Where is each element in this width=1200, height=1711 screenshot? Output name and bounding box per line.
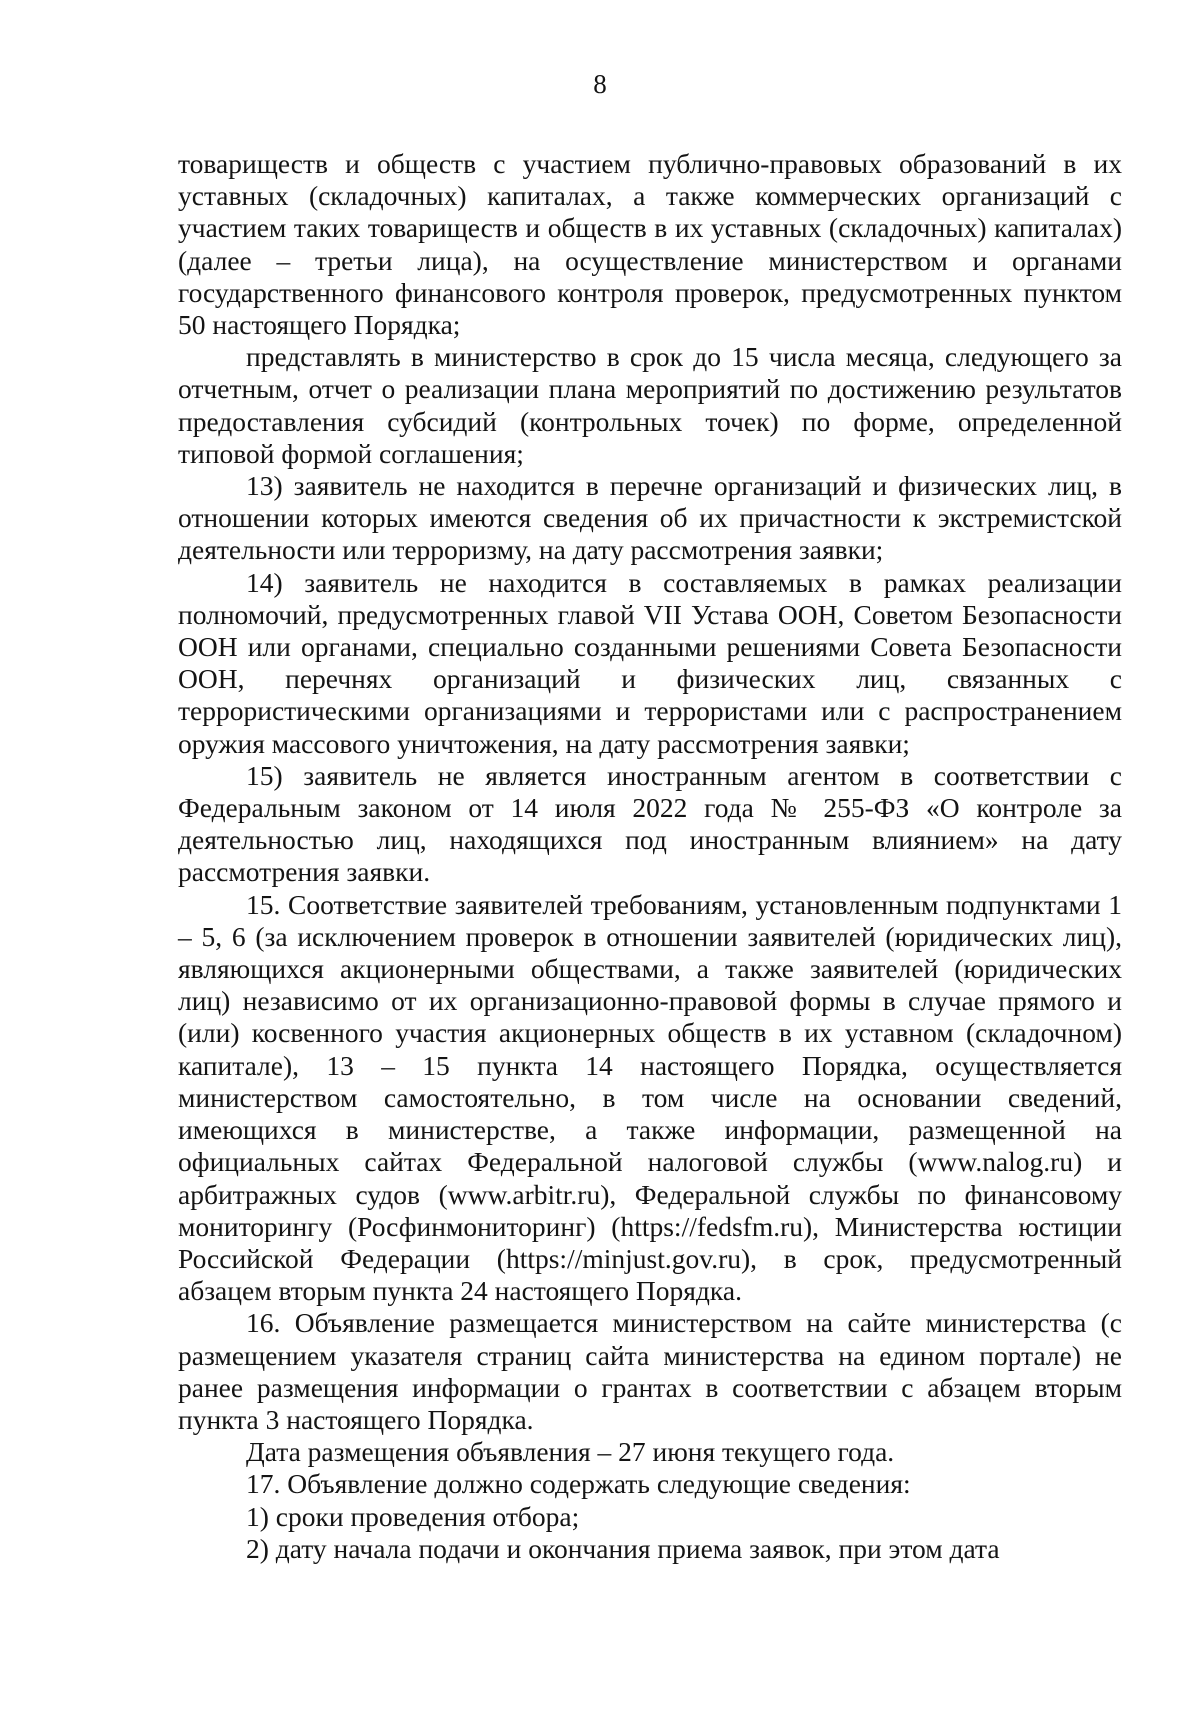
page-number: 8: [593, 69, 607, 99]
paragraph-section-15: 15. Соответствие заявителей требованиям, установленным подпунктами 1 – 5, 6 (за исключением проверок в отношении заявителей (юридических лиц), являющихся акционерными обществами, а также заявителей (юридических лиц) независимо от их организационно-правовой формы в случае прямого и (или) косвенного участия акционерных обществ в их уставном (складочном) капитале), 13 – 15 пункта 14 настоящего Порядка, осуществляется министерством самостоятельно, в том числе на основании сведений, имеющихся в министерстве, а также информации, размещенной на официальных сайтах Федеральной налоговой службы (www.nalog.ru) и арбитражных судов (www.arbitr.ru), Федеральной службы по финансовому мониторингу (Росфинмониторинг) (https://fedsfm.ru), Министерства юстиции Российской Федерации (https://minjust.gov.ru), в срок, предусмотренный абзацем вторым пункта 24 настоящего Порядка.: [178, 888, 1122, 1307]
paragraph-item-1-selection-terms: 1) сроки проведения отбора;: [246, 1500, 580, 1532]
paragraph-item-14: 14) заявитель не находится в составляемых в рамках реализации полномочий, предусмотренных главой VII Устава ООН, Советом Безопасности ООН или органами, специально созданными решениями Совета Безопасности ООН, перечнях организаций и физических лиц, связанных с террористическими организациями и террористами или с распространением оружия массового уничтожения, на дату рассмотрения заявки;: [178, 566, 1122, 759]
paragraph-announcement-date: Дата размещения объявления – 27 июня текущего года.: [246, 1436, 895, 1468]
paragraph-item-2-submission-dates: 2) дату начала подачи и окончания приема заявок, при этом дата: [246, 1532, 1000, 1564]
paragraph-report-obligation: представлять в министерство в срок до 15 числа месяца, следующего за отчетным, отчет о реализации плана мероприятий по достижению результатов предоставления субсидий (контрольных точек) по форме, определенной типовой формой соглашения;: [178, 341, 1122, 469]
document-body: [178, 148, 1122, 1565]
paragraph-section-17: 17. Объявление должно содержать следующие сведения:: [246, 1468, 911, 1500]
paragraph-section-16: 16. Объявление размещается министерством на сайте министерства (с размещением указателя страниц сайта министерства на едином портале) не ранее размещения информации о грантах в соответствии с абзацем вторым пункта 3 настоящего Порядка.: [178, 1307, 1122, 1435]
paragraph-item-13: 13) заявитель не находится в перечне организаций и физических лиц, в отношении которых имеются сведения об их причастности к экстремистской деятельности или терроризму, на дату рассмотрения заявки;: [178, 470, 1122, 566]
paragraph-item-15: 15) заявитель не является иностранным агентом в соответствии с Федеральным законом от 14 июля 2022 года № 255-ФЗ «О контроле за деятельностью лиц, находящихся под иностранным влиянием» на дату рассмотрения заявки.: [178, 759, 1122, 888]
paragraph-continued: товариществ и обществ с участием публично-правовых образований в их уставных (складочных) капиталах, а также коммерческих организаций с участием таких товариществ и обществ в их уставных (складочных) капиталах) (далее – третьи лица), на осуществление министерством и органами государственного финансового контроля проверок, предусмотренных пунктом 50 настоящего Порядка;: [178, 148, 1122, 341]
